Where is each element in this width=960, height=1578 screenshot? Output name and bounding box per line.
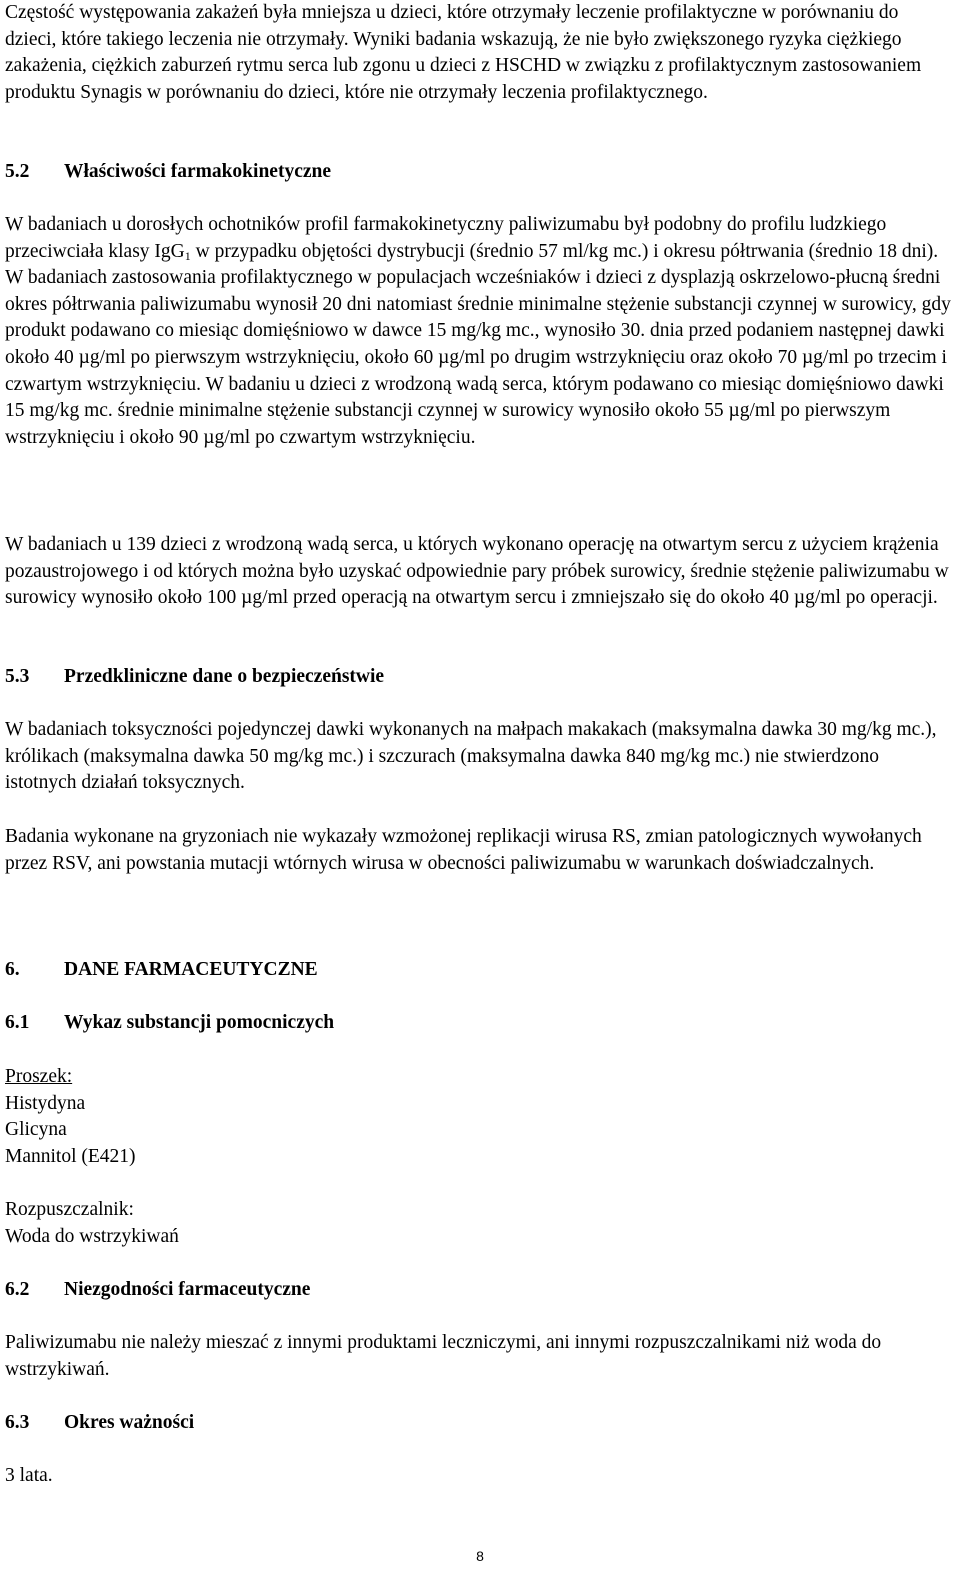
- list-item: Glicyna: [5, 1119, 67, 1141]
- list-item: Mannitol (E421): [5, 1145, 136, 1167]
- list-item: Woda do wstrzykiwań: [5, 1225, 179, 1247]
- solvent-label: Rozpuszczalnik:: [5, 1199, 134, 1220]
- section-number: 5.2: [5, 161, 30, 182]
- section-number: 6.: [5, 959, 20, 980]
- section-number: 6.1: [5, 1012, 30, 1033]
- section-title: Okres ważności: [64, 1412, 195, 1433]
- subscript: 1: [184, 248, 191, 263]
- section-number: 6.3: [5, 1412, 30, 1433]
- surgery-paragraph: W badaniach u 139 dzieci z wrodzoną wadą serca, u których wykonano operację na otwartym sercu z użyciem krążenia pozaustrojowego i od których można było uzyskać odpowiednie pary próbek surowicy, średnie stężenie paliwizumabu w surowicy wynosiło około 100 µg/ml przed operacją na otwartym sercu i zmniejszało się do około 40 µg/ml po operacji.: [5, 534, 949, 609]
- section-number: 6.2: [5, 1279, 30, 1300]
- text-segment: W badaniach u dorosłych ochotników profil farmakokinetyczny paliwizumabu był podobny do profilu ludzkiego przeciwciała klasy IgG: [5, 214, 887, 262]
- section-heading-6-2: [5, 1277, 310, 1304]
- incompatibilities-paragraph: Paliwizumabu nie należy mieszać z innymi produktami leczniczymi, ani innymi rozpuszczalnikami niż woda do wstrzykiwań.: [5, 1332, 882, 1380]
- toxicity-paragraph: W badaniach toksyczności pojedynczej dawki wykonanych na małpach makakach (maksymalna dawka 30 mg/kg mc.), królikach (maksymalna dawka 50 mg/kg mc.) i szczurach (maksymalna dawka 840 mg/kg mc.) nie stwierdzono istotnych działań toksycznych.: [5, 719, 937, 794]
- list-item: Histydyna: [5, 1092, 86, 1114]
- intro-paragraph: Częstość występowania zakażeń była mniejsza u dzieci, które otrzymały leczenie profilaktyczne w porównaniu do dzieci, które takiego leczenia nie otrzymały. Wyniki badania wskazują, że nie było zwiększonego ryzyka ciężkiego zakażenia, ciężkich zaburzeń rytmu serca lub zgonu u dzieci z HSCHD w związku z profilaktycznym zastosowaniem produktu Synagis w porównaniu do dzieci, które nie otrzymały leczenia profilaktycznego.: [5, 2, 922, 103]
- section-number: 5.3: [5, 666, 30, 687]
- page-number: 8: [476, 1548, 484, 1564]
- excipients-list: [5, 1064, 953, 1170]
- rodent-studies-paragraph: Badania wykonane na gryzoniach nie wykazały wzmożonej replikacji wirusa RS, zmian patologicznych wywołanych przez RSV, ani powstania mutacji wtórnych wirusa w obecności paliwizumabu w warunkach doświadczalnych.: [5, 826, 922, 874]
- section-heading-6: [5, 957, 318, 984]
- powder-label: Proszek:: [5, 1066, 73, 1087]
- section-title: Wykaz substancji pomocniczych: [64, 1012, 335, 1033]
- text-segment: w przypadku objętości dystrybucji (średnio 57 ml/kg mc.) i okresu półtrwania (średnio 18 dni). W badaniach zastosowania profilaktycznego w populacjach wcześniaków i dzieci z dysplazją oskrzelowo-płucną średni okres półtrwania paliwizumabu wynosił 20 dni natomiast średnie minimalne stężenie substancji czynnej w surowicy, gdy produkt podawano co miesiąc domięśniowo w dawce 15 mg/kg mc., wynosiło 30. dnia przed podaniem następnej dawki około 40 µg/ml po pierwszym wstrzyknięciu, około 60 µg/ml po drugim wstrzyknięciu oraz około 70 µg/ml po trzecim i czwartym wstrzyknięciu. W badaniu u dzieci z wrodzoną wadą serca, którym podawano co miesiąc domięśniowo dawki 15 mg/kg mc. średnie minimalne stężenie substancji czynnej w surowicy wynosiło około 55 µg/ml po pierwszym wstrzyknięciu i około 90 µg/ml po czwartym wstrzyknięciu.: [5, 240, 951, 448]
- solvent-list: [5, 1197, 953, 1250]
- section-heading-6-1: [5, 1010, 334, 1037]
- section-heading-5-2: [5, 159, 331, 186]
- section-title: Właściwości farmakokinetyczne: [64, 161, 332, 182]
- section-title: Niezgodności farmaceutyczne: [64, 1279, 311, 1300]
- pharmacokinetics-paragraph: [5, 212, 953, 451]
- section-title: DANE FARMACEUTYCZNE: [64, 959, 318, 980]
- section-heading-6-3: [5, 1410, 194, 1437]
- section-title: Przedkliniczne dane o bezpieczeństwie: [64, 666, 385, 687]
- section-heading-5-3: [5, 664, 384, 691]
- shelf-life-paragraph: 3 lata.: [5, 1465, 53, 1486]
